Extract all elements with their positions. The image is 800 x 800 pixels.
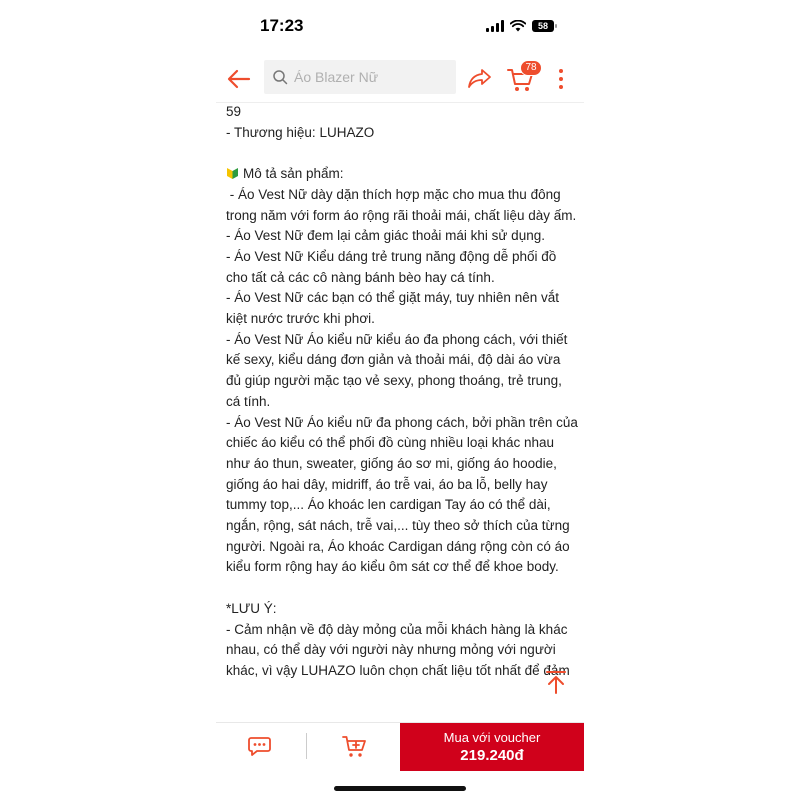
search-box[interactable]	[264, 60, 456, 94]
signal-icon	[486, 20, 504, 32]
share-icon[interactable]	[466, 64, 494, 92]
description-line	[226, 578, 578, 599]
more-icon[interactable]	[554, 66, 568, 92]
scroll-to-top-icon[interactable]	[542, 668, 570, 696]
back-arrow-icon[interactable]	[224, 64, 254, 94]
status-icons	[486, 20, 554, 32]
app-screen	[216, 0, 584, 800]
description-heading	[226, 164, 578, 185]
beginner-mark-icon	[226, 167, 239, 180]
description-line: - Áo Vest Nữ đem lại cảm giác thoải mái khi sử dụng.	[226, 228, 545, 244]
description-line	[226, 143, 578, 164]
chat-icon[interactable]	[248, 733, 274, 759]
description-line: - Áo Vest Nữ Áo kiểu nữ đa phong cách, bởi phần trên của chiếc áo kiểu có thể phối đồ cùng nhiều loại khác nhau như áo thun, sweater, giống áo sơ mi, giống áo hoodie, giống áo hai dây, midriff, áo trễ vai, áo ba lỗ, belly hay tummy top,... Áo khoác len cardigan Tay áo có thể dài, ngắn, rộng, sát nách, trễ vai,... tùy theo sở thích của từng người. Ngoài ra, Áo khoác Cardigan dáng rộng còn có áo kiểu form rộng hay áo kiểu ôm sát cơ thể để khoe body.	[226, 414, 582, 575]
description-line: - Thương hiệu: LUHAZO	[226, 124, 375, 140]
description-line: - Áo Vest Nữ các bạn có thể giặt máy, tuy nhiên nên vắt kiệt nước trước khi phơi.	[226, 290, 563, 327]
description-line: 59	[226, 104, 242, 119]
cart-count-badge: 78	[520, 60, 542, 76]
description-line: - Áo Vest Nữ dày dặn thích hợp mặc cho mua thu đông trong năm với form áo rộng rãi thoải mái, chất liệu dày ấm.	[226, 186, 577, 223]
search-input[interactable]	[292, 68, 446, 86]
description-line: - Áo Vest Nữ Kiểu dáng trẻ trung năng động dễ phối đồ cho tất cả các cô nàng bánh bèo hay cá tính.	[226, 248, 561, 285]
divider	[306, 733, 307, 759]
add-to-cart-icon[interactable]	[342, 733, 368, 759]
status-time: 17:23	[260, 16, 304, 35]
battery-icon: 58	[532, 20, 554, 32]
wifi-icon	[510, 20, 526, 32]
product-description	[226, 102, 582, 682]
bottom-action-bar	[216, 722, 584, 771]
description-line: - Cảm nhận về độ dày mỏng của mỗi khách hàng là khác nhau, có thể dày với người này nhưng mỏng với người khác, vì vậy LUHAZO luôn chọn chất liệu tốt nhất để đảm	[226, 621, 572, 678]
buy-with-voucher-button[interactable]	[400, 723, 584, 771]
home-indicator	[334, 786, 466, 791]
status-bar	[216, 0, 584, 56]
app-header	[216, 58, 584, 103]
search-icon	[272, 69, 288, 85]
buy-button-price: 219.240đ	[460, 746, 524, 764]
buy-button-label: Mua với voucher	[443, 729, 541, 745]
description-line: *LƯU Ý:	[226, 600, 277, 616]
description-line: - Áo Vest Nữ Áo kiểu nữ kiểu áo đa phong cách, với thiết kế sexy, kiểu dáng đơn giản và thoải mái, độ dài áo vừa đủ giúp người mặc tạo vẻ sexy, phong thoáng, trẻ trung, cá tính.	[226, 331, 572, 409]
description-heading-text: Mô tả sản phẩm:	[243, 166, 344, 182]
